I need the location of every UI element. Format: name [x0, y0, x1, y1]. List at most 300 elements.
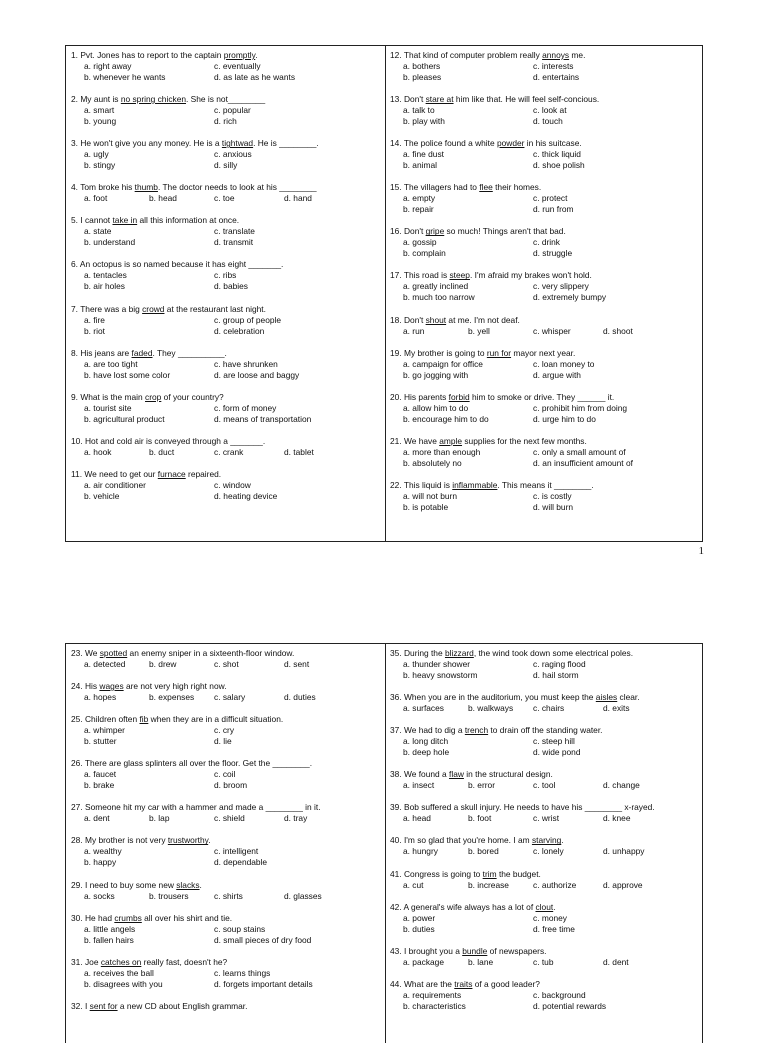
question-stem: [71, 94, 377, 105]
option-row: [84, 736, 377, 747]
answer-option: b. duties: [403, 923, 435, 934]
answer-option: d. transmit: [214, 237, 254, 248]
answer-options: [84, 270, 377, 292]
answer-option: c. popular: [214, 105, 251, 116]
option-row: [403, 72, 696, 83]
answer-option: b. bored: [468, 846, 499, 857]
option-row: [403, 502, 696, 513]
question-stem: [390, 692, 696, 703]
answer-option: b. increase: [468, 879, 509, 890]
answer-options: [84, 813, 377, 824]
option-row: [403, 1001, 696, 1012]
target-word: gripe: [425, 226, 445, 237]
answer-options: [84, 105, 377, 127]
question-text: Don't: [403, 94, 426, 105]
question-text: His: [84, 681, 100, 692]
question-item: [390, 270, 696, 303]
answer-option: a. air conditioner: [84, 479, 146, 490]
question-text: him like that. He will feel self-concious.: [453, 94, 600, 105]
question-stem: [71, 469, 377, 480]
answer-options: [84, 61, 377, 83]
answer-option: a. detected: [84, 659, 126, 669]
option-row: [403, 846, 696, 857]
answer-option: c. chairs: [533, 703, 565, 714]
option-row: [403, 880, 696, 891]
answer-option: d. struggle: [533, 248, 573, 259]
answer-option: b. animal: [403, 160, 437, 171]
option-row: [84, 116, 377, 127]
answer-option: c. steep hill: [533, 736, 575, 747]
question-text: I cannot: [80, 215, 113, 226]
answer-option: b. happy: [84, 857, 117, 868]
option-row: [403, 447, 696, 458]
answer-option: d. entertains: [533, 72, 580, 82]
question-stem: [71, 1001, 377, 1012]
question-number: 20.: [390, 391, 402, 402]
answer-option: c. tool: [533, 780, 556, 791]
question-item: [71, 1001, 377, 1012]
question-text: When you are in the auditorium, you must keep the: [403, 692, 596, 703]
question-item: [390, 979, 696, 1012]
question-text: I brought you a: [403, 945, 463, 956]
question-text: An octopus is so named because it has eight _______.: [79, 259, 284, 270]
question-text: Congress is going to: [403, 868, 483, 879]
question-text: Tom broke his: [80, 182, 135, 193]
option-row: [403, 359, 696, 370]
answer-option: a. ugly: [84, 149, 109, 160]
question-number: 18.: [390, 314, 402, 325]
question-item: [71, 681, 377, 703]
answer-option: c. salary: [214, 692, 246, 703]
target-word: crowd: [142, 303, 165, 314]
answer-option: c. have shrunken: [214, 358, 278, 369]
answer-options: [84, 968, 377, 990]
question-text: in the structural design.: [463, 769, 553, 780]
answer-option: c. money: [533, 912, 567, 923]
answer-options: [84, 226, 377, 248]
answer-options: [403, 149, 696, 171]
question-text: .: [561, 835, 564, 846]
question-text: repaired.: [185, 468, 222, 479]
option-row: [84, 326, 377, 337]
question-text: There are glass splinters all over the floor. Get the ________.: [84, 758, 313, 769]
question-stem: [71, 50, 377, 61]
answer-option: c. is costly: [533, 490, 572, 501]
question-text: . They __________.: [152, 347, 227, 358]
question-column-right: [390, 648, 696, 1023]
question-text: My brother is not very: [84, 835, 168, 846]
question-text: He had: [84, 912, 115, 923]
question-number: 4.: [71, 182, 78, 193]
option-row: [403, 281, 696, 292]
answer-options: [403, 659, 696, 681]
option-row: [403, 116, 696, 127]
option-row: [403, 237, 696, 248]
answer-option: a. thunder shower: [403, 659, 471, 669]
answer-option: d. means of transportation: [214, 413, 312, 424]
question-number: 43.: [390, 945, 402, 956]
answer-option: c. cry: [214, 725, 235, 736]
answer-options: [403, 913, 696, 935]
question-item: [71, 648, 377, 670]
answer-options: [84, 149, 377, 171]
answer-option: b. repair: [403, 204, 434, 215]
question-number: 10.: [71, 435, 83, 446]
question-text: My aunt is: [80, 94, 121, 105]
answer-option: c. lonely: [533, 846, 564, 857]
answer-option: b. pleases: [403, 72, 442, 82]
worksheet-page-2: [65, 643, 703, 1043]
option-row: [403, 414, 696, 425]
question-text: .: [208, 835, 211, 846]
option-row: [403, 61, 696, 72]
question-text: their homes.: [492, 182, 542, 193]
answer-option: a. fine dust: [403, 149, 444, 160]
question-item: [390, 902, 696, 935]
answer-option: c. whisper: [533, 325, 571, 336]
answer-option: d. forgets important details: [214, 978, 313, 989]
question-text: at me. I'm not deaf.: [446, 314, 520, 325]
question-item: [390, 692, 696, 714]
answer-option: d. tablet: [284, 446, 314, 457]
question-item: [390, 392, 696, 425]
answer-option: a. right away: [84, 61, 132, 71]
question-text: This road is: [403, 270, 450, 281]
question-item: [390, 946, 696, 968]
question-text: me.: [569, 50, 586, 60]
option-row: [84, 659, 377, 670]
question-text: We had to dig a: [403, 725, 465, 736]
answer-option: d. as late as he wants: [214, 72, 296, 82]
answer-option: d. celebration: [214, 325, 265, 336]
answer-option: a. fire: [84, 314, 105, 325]
answer-option: c. thick liquid: [533, 149, 581, 160]
answer-option: d. tray: [284, 813, 308, 824]
answer-option: a. cut: [403, 879, 424, 890]
option-row: [403, 924, 696, 935]
answer-options: [403, 359, 696, 381]
answer-option: b. fallen hairs: [84, 934, 134, 945]
answer-option: d. hand: [284, 193, 312, 204]
question-number: 14.: [390, 138, 402, 149]
option-row: [84, 105, 377, 116]
question-text: Hot and cold air is conveyed through a _______.: [84, 435, 266, 446]
answer-option: b. vehicle: [84, 490, 120, 501]
question-text: the budget.: [496, 868, 541, 879]
question-number: 16.: [390, 226, 402, 237]
answer-option: c. drink: [533, 237, 560, 248]
answer-option: c. look at: [533, 105, 567, 116]
question-text: That kind of computer problem really: [403, 50, 543, 60]
option-row: [84, 769, 377, 780]
question-text: .: [255, 50, 258, 60]
question-item: [71, 913, 377, 946]
question-text: in his suitcase.: [524, 138, 582, 149]
question-item: [71, 758, 377, 791]
option-row: [403, 105, 696, 116]
question-text: are not very high right now.: [123, 681, 227, 692]
question-text: We have: [403, 435, 440, 446]
question-text: when they are in a difficult situation.: [148, 714, 284, 725]
question-stem: [71, 436, 377, 447]
answer-options: [84, 725, 377, 747]
answer-option: b. deep hole: [403, 747, 450, 758]
option-row: [403, 403, 696, 414]
question-text: all over his shirt and tie.: [141, 912, 233, 923]
answer-option: d. argue with: [533, 369, 581, 380]
option-row: [403, 292, 696, 303]
option-row: [84, 226, 377, 237]
answer-options: [403, 990, 696, 1012]
answer-option: d. approve: [603, 879, 643, 890]
answer-option: b. walkways: [468, 703, 514, 714]
answer-options: [403, 61, 696, 83]
answer-option: a. bothers: [403, 61, 441, 71]
question-text: He won't give you any money. He is a: [80, 138, 222, 149]
answer-option: b. trousers: [149, 890, 189, 901]
option-row: [84, 149, 377, 160]
answer-options: [84, 891, 377, 902]
question-item: [71, 835, 377, 868]
option-row: [403, 458, 696, 469]
answer-option: c. protect: [533, 193, 568, 204]
option-row: [84, 447, 377, 458]
question-text: supplies for the next few months.: [462, 435, 587, 446]
answer-option: d. extremely bumpy: [533, 292, 607, 303]
option-row: [84, 979, 377, 990]
question-item: [71, 304, 377, 337]
question-number: 25.: [71, 714, 83, 725]
answer-option: c. window: [214, 479, 251, 490]
option-row: [84, 924, 377, 935]
answer-option: a. more than enough: [403, 446, 481, 457]
target-word: faded: [131, 347, 153, 358]
question-text: I: [84, 1000, 90, 1011]
answer-option: d. will burn: [533, 501, 574, 512]
question-stem: [390, 270, 696, 281]
question-text: , the wind took down some electrical poles.: [473, 648, 634, 658]
target-word: run for: [486, 347, 512, 358]
target-word: wages: [99, 681, 124, 692]
option-row: [403, 204, 696, 215]
question-number: 36.: [390, 692, 402, 703]
answer-option: a. smart: [84, 105, 115, 116]
question-text: .: [553, 901, 556, 912]
question-item: [71, 436, 377, 458]
question-item: [390, 226, 696, 259]
answer-option: a. gossip: [403, 237, 437, 248]
target-word: crop: [145, 391, 162, 402]
option-row: [84, 61, 377, 72]
answer-option: a. talk to: [403, 105, 435, 116]
target-word: no spring chicken: [120, 94, 187, 105]
question-stem: [390, 946, 696, 957]
question-item: [390, 436, 696, 469]
question-number: 44.: [390, 978, 402, 989]
answer-option: c. anxious: [214, 149, 252, 160]
question-stem: [71, 259, 377, 270]
question-text: Don't: [403, 314, 426, 325]
question-stem: [71, 957, 377, 968]
question-number: 40.: [390, 835, 402, 846]
answer-options: [403, 237, 696, 259]
option-row: [84, 193, 377, 204]
answer-option: a. long ditch: [403, 736, 449, 747]
question-item: [71, 802, 377, 824]
question-stem: [390, 869, 696, 880]
target-word: spotted: [99, 648, 128, 658]
target-word: crumbs: [114, 912, 142, 923]
question-column-left: [71, 50, 377, 513]
question-number: 17.: [390, 270, 402, 281]
answer-options: [84, 403, 377, 425]
question-number: 26.: [71, 758, 83, 769]
answer-option: d. dent: [603, 956, 629, 967]
question-item: [71, 880, 377, 902]
question-number: 37.: [390, 725, 402, 736]
answer-option: b. stingy: [84, 160, 116, 171]
question-stem: [390, 725, 696, 736]
question-text: at the restaurant last night.: [164, 303, 266, 314]
question-text: Pvt. Jones has to report to the captain: [80, 50, 224, 60]
option-row: [84, 403, 377, 414]
answer-option: a. allow him to do: [403, 402, 469, 413]
target-word: fib: [139, 714, 149, 725]
question-text: of your country?: [161, 391, 224, 402]
answer-options: [403, 193, 696, 215]
question-stem: [71, 835, 377, 846]
question-item: [71, 469, 377, 502]
answer-options: [403, 447, 696, 469]
answer-option: b. complain: [403, 248, 446, 259]
question-stem: [390, 182, 696, 193]
question-text: clear.: [617, 692, 640, 703]
answer-option: b. whenever he wants: [84, 72, 166, 82]
question-stem: [390, 138, 696, 149]
answer-option: a. are too tight: [84, 358, 138, 369]
question-text: There was a big: [80, 303, 143, 314]
target-word: traits: [454, 978, 473, 989]
question-text: really fast, doesn't he?: [141, 956, 228, 967]
question-text: A general's wife always has a lot of: [403, 901, 536, 912]
answer-option: c. crank: [214, 446, 244, 457]
answer-option: a. will not burn: [403, 490, 457, 501]
option-row: [84, 491, 377, 502]
question-number: 8.: [71, 347, 78, 358]
question-item: [71, 259, 377, 292]
answer-option: c. coil: [214, 769, 236, 780]
answer-option: b. head: [149, 193, 177, 204]
target-word: thumb: [134, 182, 158, 193]
answer-options: [403, 326, 696, 337]
answer-option: d. shoot: [603, 325, 633, 336]
question-item: [390, 480, 696, 513]
answer-options: [84, 447, 377, 458]
question-number: 7.: [71, 303, 78, 314]
question-text: We: [84, 648, 100, 658]
question-stem: [390, 480, 696, 491]
question-item: [390, 835, 696, 857]
answer-options: [403, 957, 696, 968]
answer-option: d. sent: [284, 659, 310, 669]
target-word: flee: [479, 182, 493, 193]
target-word: blizzard: [444, 648, 474, 658]
option-row: [84, 414, 377, 425]
target-word: catches on: [100, 956, 142, 967]
question-item: [390, 50, 696, 83]
option-row: [84, 857, 377, 868]
answer-option: a. state: [84, 226, 112, 237]
answer-option: d. potential rewards: [533, 1000, 607, 1011]
question-number: 5.: [71, 215, 78, 226]
answer-option: b. play with: [403, 116, 445, 127]
question-item: [71, 957, 377, 990]
answer-option: a. foot: [84, 193, 108, 204]
answer-option: d. hail storm: [533, 670, 579, 680]
target-word: inflammable: [452, 479, 498, 490]
question-text: . The doctor needs to look at his ________: [157, 182, 317, 193]
answer-option: b. yell: [468, 325, 490, 336]
question-stem: [71, 758, 377, 769]
question-number: 29.: [71, 879, 83, 890]
answer-option: a. whimper: [84, 725, 125, 736]
question-item: [71, 138, 377, 171]
option-row: [84, 780, 377, 791]
question-text: Joe: [84, 956, 101, 967]
option-row: [84, 692, 377, 703]
option-row: [403, 160, 696, 171]
answer-option: d. urge him to do: [533, 413, 596, 424]
answer-options: [84, 193, 377, 204]
option-row: [84, 359, 377, 370]
question-item: [390, 869, 696, 891]
answer-option: c. raging flood: [533, 659, 586, 669]
question-stem: [71, 392, 377, 403]
answer-options: [84, 480, 377, 502]
target-word: trim: [482, 868, 497, 879]
answer-option: b. encourage him to do: [403, 413, 489, 424]
answer-option: b. have lost some color: [84, 369, 171, 380]
answer-option: b. air holes: [84, 281, 125, 292]
question-item: [71, 348, 377, 381]
answer-option: d. wide pond: [533, 747, 581, 758]
question-text: We need to get our: [84, 468, 158, 479]
answer-option: d. dependable: [214, 857, 268, 868]
question-text: Bob suffered a skull injury. He needs to have his ________ x-rayed.: [403, 802, 655, 813]
answer-option: b. heavy snowstorm: [403, 670, 478, 680]
question-item: [71, 94, 377, 127]
answer-option: d. are loose and baggy: [214, 369, 300, 380]
answer-option: c. wrist: [533, 813, 560, 824]
question-number: 2.: [71, 94, 78, 105]
answer-option: c. group of people: [214, 314, 282, 325]
question-stem: [390, 769, 696, 780]
question-stem: [390, 50, 696, 61]
answer-option: c. toe: [214, 193, 235, 204]
answer-option: b. riot: [84, 325, 105, 336]
question-stem: [71, 348, 377, 359]
answer-options: [403, 846, 696, 857]
option-row: [403, 703, 696, 714]
answer-option: a. little angels: [84, 923, 136, 934]
option-row: [403, 149, 696, 160]
question-text: Children often: [84, 714, 140, 725]
question-stem: [390, 835, 696, 846]
answer-option: b. absolutely no: [403, 457, 462, 468]
answer-options: [403, 736, 696, 758]
question-item: [71, 714, 377, 747]
answer-option: d. change: [603, 780, 640, 791]
